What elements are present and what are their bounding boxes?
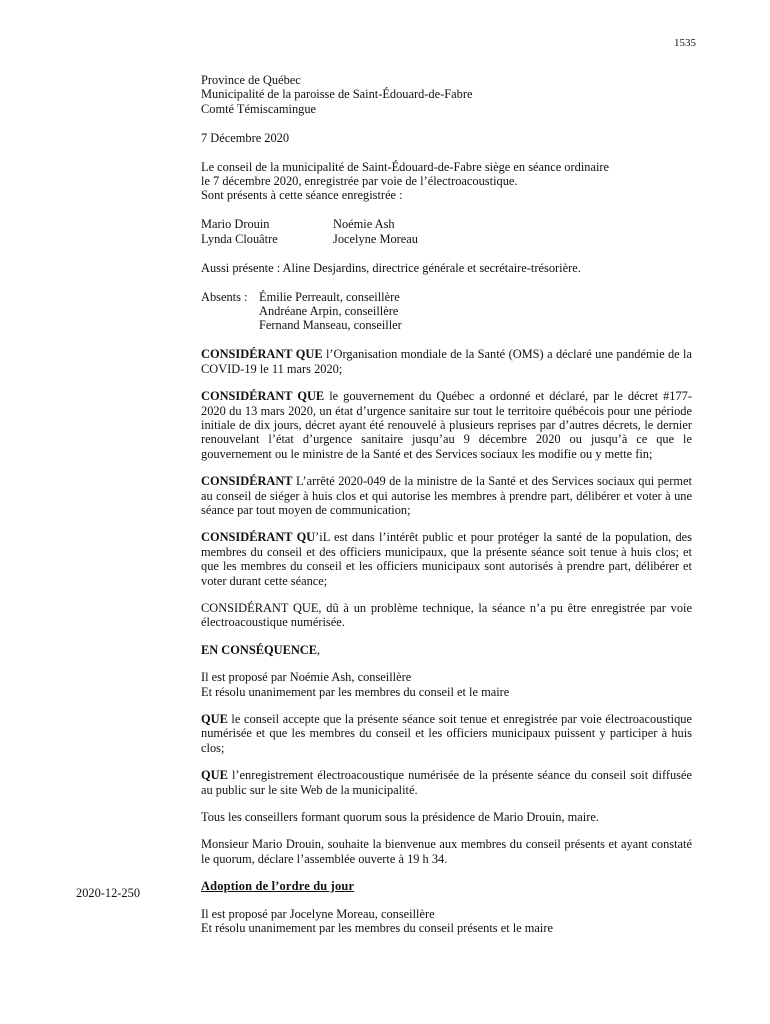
resolution-number: 2020-12-250 — [76, 886, 141, 900]
que-1 — [201, 712, 692, 755]
header-municipality: Municipalité de la paroisse de Saint-Édouard-de-Fabre — [201, 87, 473, 102]
member-name: Jocelyne Moreau — [333, 231, 418, 246]
considerant-text: ’iL est dans l’intérêt public et pour protéger la santé de la population, des membres du conseil et des officiers municipaux, que la présente séance soit tenue à huis clos; et que les membres du conseil et les officiers municipaux sont autorisés à prendre part, délibérer et voter durant cette séance; — [201, 530, 692, 588]
proposal-line: Et résolu unanimement par les membres du conseil et le maire — [201, 684, 510, 699]
proposal-2 — [201, 907, 692, 936]
que-lead: QUE — [201, 712, 228, 726]
intro-line: le 7 décembre 2020, enregistrée par voie de l’électroacoustique. — [201, 174, 518, 189]
que-text: l’enregistrement électroacoustique numérisée de la présente séance du conseil soit diffusée au public sur le site Web de la municipalité. — [201, 768, 692, 797]
intro-line: Le conseil de la municipalité de Saint-Édouard-de-Fabre siège en séance ordinaire — [201, 159, 610, 174]
meeting-date: 7 Décembre 2020 — [201, 130, 290, 145]
considerant-lead: CONSIDÉRANT — [201, 474, 293, 489]
absent-name: Andréane Arpin, conseillère — [259, 303, 399, 318]
considerant-lead: CONSIDÉRANT QUE — [201, 389, 325, 404]
consequence-heading — [201, 643, 692, 657]
quorum-statement: Tous les conseillers formant quorum sous la présidence de Mario Drouin, maire. — [201, 810, 599, 825]
que-2 — [201, 768, 692, 797]
resolution-title — [201, 879, 692, 893]
member-name: Lynda Clouâtre — [201, 231, 278, 246]
minutes-body — [201, 73, 692, 935]
page-number: 1535 — [674, 37, 696, 49]
absent-members — [201, 290, 692, 333]
intro-paragraph — [201, 160, 692, 203]
resolution-title-text: Adoption de l’ordre du jour — [201, 879, 355, 894]
intro-line: Sont présents à cette séance enregistrée : — [201, 188, 403, 203]
considerant-text: l’Organisation mondiale de la Santé (OMS) a déclaré une pandémie de la COVID-19 le 11 mars 2020; — [201, 347, 692, 376]
proposal-line: Et résolu unanimement par les membres du conseil présents et le maire — [201, 921, 553, 936]
member-name: Mario Drouin — [201, 217, 270, 232]
proposal-1 — [201, 670, 692, 699]
consequence-lead: EN CONSÉQUENCE — [201, 642, 318, 657]
considerant-lead: CONSIDÉRANT QUE — [201, 347, 323, 362]
proposal-line: Il est proposé par Noémie Ash, conseillère — [201, 670, 412, 685]
absent-name: Fernand Manseau, conseiller — [259, 318, 402, 333]
considerant-text: L’arrêté 2020-049 de la ministre de la Santé et des Services sociaux qui permet au conseil de siéger à huis clos et qui autorise les membres à prendre part, délibérer et voter à une séance par tout moyen de communication; — [201, 474, 692, 517]
considerant-2 — [201, 389, 692, 461]
document-header — [201, 73, 692, 116]
considerant-5: CONSIDÉRANT QUE, dû à un problème technique, la séance n’a pu être enregistrée par voie électroacoustique numérisée. — [201, 600, 692, 630]
consequence-comma: , — [317, 642, 321, 657]
que-lead: QUE — [201, 768, 228, 783]
considerant-4 — [201, 530, 692, 588]
absent-name: Émilie Perreault, conseillère — [259, 289, 400, 304]
considerant-text: le gouvernement du Québec a ordonné et déclaré, par le décret #177-2020 du 13 mars 2020, un état d’urgence sanitaire sur tout le territoire québécois pour une période initiale de dix jours, décret ayant été renouvelé à plusieurs reprises par d’autres décrets, le dernier renouvelant l’état d’urgence sanitaire jusqu’au 9 décembre 2020 ou jusqu’à ce que le gouvernement ou le ministre de la Santé et des Services sociaux les modifie ou y mette fin; — [201, 389, 693, 461]
opening-statement: Monsieur Mario Drouin, souhaite la bienvenue aux membres du conseil présents et ayant constaté le quorum, déclare l’assemblée ouverte à 19 h 34. — [201, 837, 692, 866]
considerant-3 — [201, 474, 692, 517]
que-text: le conseil accepte que la présente séance soit tenue et enregistrée par voie électroacoustique numérisée et que les membres du conseil et les officiers municipaux puissent y participer à huis clos; — [201, 712, 692, 755]
header-county: Comté Témiscamingue — [201, 101, 317, 116]
also-present: Aussi présente : Aline Desjardins, directrice générale et secrétaire-trésorière. — [201, 260, 581, 275]
present-members — [201, 217, 692, 246]
header-province: Province de Québec — [201, 73, 301, 87]
considerant-lead: CONSIDÉRANT QU — [201, 530, 316, 545]
proposal-line: Il est proposé par Jocelyne Moreau, conseillère — [201, 906, 435, 921]
absents-label: Absents : — [201, 289, 248, 304]
member-name: Noémie Ash — [333, 217, 395, 232]
considerant-1 — [201, 347, 692, 376]
